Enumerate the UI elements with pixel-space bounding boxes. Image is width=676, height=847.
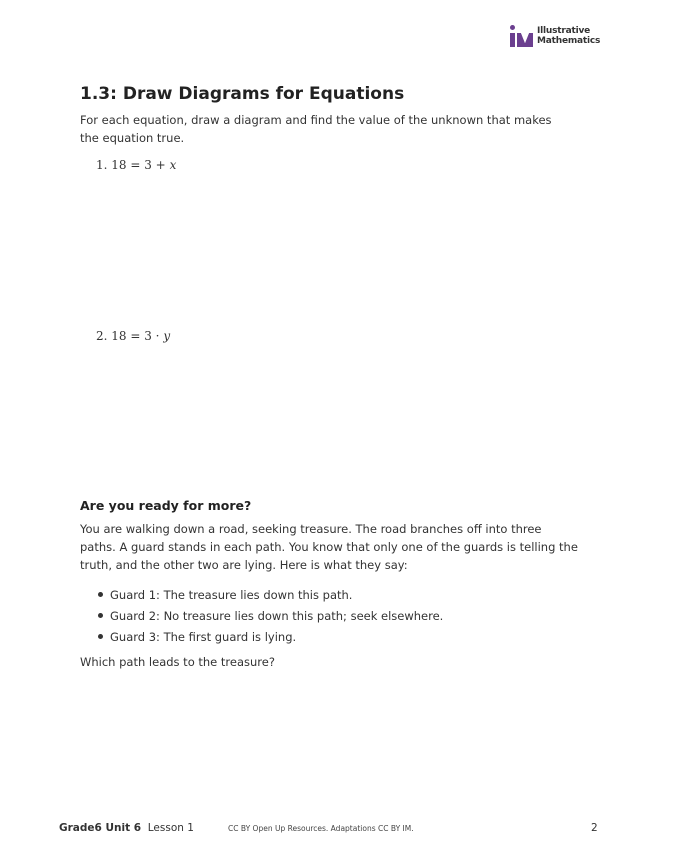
extension-question: Which path leads to the treasure? <box>80 655 275 669</box>
activity-title: 1.3: Draw Diagrams for Equations <box>80 84 405 104</box>
list-item: Guard 3: The first guard is lying. <box>96 626 443 647</box>
problem-number: 2. <box>96 329 108 343</box>
extension-heading: Are you ready for more? <box>80 498 252 513</box>
equation-variable: y <box>163 329 171 343</box>
activity-instructions: For each equation, draw a diagram and find the value of the unknown that makes the equation true. <box>80 113 552 145</box>
footer-course-info <box>59 822 194 834</box>
footer-lesson: Lesson 1 <box>147 822 194 834</box>
bullet-icon <box>98 634 103 639</box>
equation-text: 18 = 3 · <box>111 329 164 343</box>
logo-text: Illustrative Mathematics <box>537 26 601 46</box>
im-logo-icon <box>508 24 534 48</box>
problem-2 <box>96 329 170 343</box>
problem-number: 1. <box>96 158 108 172</box>
list-item: Guard 1: The treasure lies down this path. <box>96 584 443 605</box>
illustrative-mathematics-logo <box>508 24 600 48</box>
page-number: 2 <box>591 822 598 834</box>
bullet-icon <box>98 613 103 618</box>
equation-variable: x <box>169 158 177 172</box>
footer-course: Grade6 Unit 6 <box>59 822 142 834</box>
list-item: Guard 2: No treasure lies down this path; seek elsewhere. <box>96 605 443 626</box>
bullet-icon <box>98 592 103 597</box>
extension-paragraph: You are walking down a road, seeking treasure. The road branches off into three paths. A guard stands in each path. You know that only one of the guards is telling the truth, and the other two are lying. Here is what they say: <box>80 522 578 572</box>
footer-license: CC BY Open Up Resources. Adaptations CC BY IM. <box>228 824 414 833</box>
equation-text: 18 = 3 + <box>111 158 170 172</box>
guard-statements-list <box>96 584 443 647</box>
problem-1 <box>96 158 176 172</box>
